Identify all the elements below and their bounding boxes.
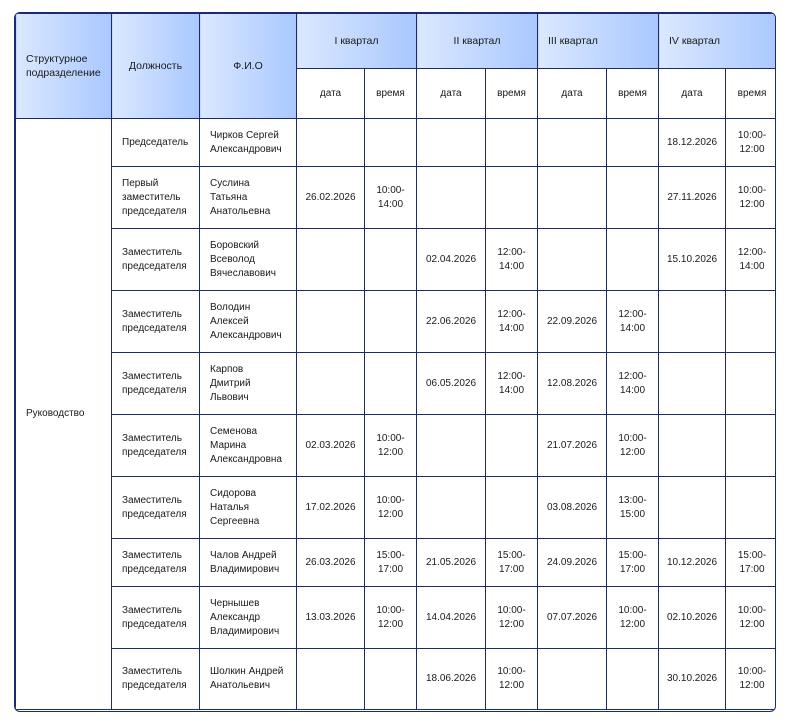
time-cell-q1 [365,291,417,353]
schedule-table [15,13,776,710]
time-cell-q2: 15:00-17:00 [486,539,538,587]
header-q1: I квартал [297,14,417,69]
time-cell-q4 [726,415,776,477]
position-cell: Заместитель председателя [112,649,200,710]
date-cell-q3: 21.07.2026 [538,415,607,477]
time-cell-q4 [726,291,776,353]
time-cell-q1: 15:00-17:00 [365,539,417,587]
position-cell: Первый заместитель председателя [112,167,200,229]
date-cell-q4: 30.10.2026 [659,649,726,710]
time-cell-q3 [607,649,659,710]
date-cell-q1 [297,119,365,167]
table-row [16,477,777,539]
date-cell-q2: 14.04.2026 [417,587,486,649]
header-fio: Ф.И.О [200,14,297,119]
name-cell: Чернышев Александр Владимирович [200,587,297,649]
time-cell-q3: 10:00-12:00 [607,415,659,477]
table-row [16,229,777,291]
name-cell: Сидорова Наталья Сергеевна [200,477,297,539]
date-cell-q4 [659,291,726,353]
date-cell-q1 [297,291,365,353]
name-cell: Боровский Всеволод Вячеславович [200,229,297,291]
time-cell-q2: 12:00-14:00 [486,229,538,291]
name-cell: Чалов Андрей Владимирович [200,539,297,587]
header-q3-date: дата [538,69,607,119]
time-cell-q2: 10:00-12:00 [486,587,538,649]
name-cell: Володин Алексей Александрович [200,291,297,353]
table-row [16,649,777,710]
date-cell-q4: 02.10.2026 [659,587,726,649]
date-cell-q1: 13.03.2026 [297,587,365,649]
date-cell-q2 [417,167,486,229]
date-cell-q1: 26.03.2026 [297,539,365,587]
header-q3-time: время [607,69,659,119]
time-cell-q2: 12:00-14:00 [486,291,538,353]
time-cell-q2 [486,119,538,167]
date-cell-q2 [417,415,486,477]
date-cell-q1 [297,353,365,415]
time-cell-q4 [726,353,776,415]
time-cell-q2: 12:00-14:00 [486,353,538,415]
name-cell: Шолкин Андрей Анатольевич [200,649,297,710]
time-cell-q2: 10:00-12:00 [486,649,538,710]
header-q1-date: дата [297,69,365,119]
header-dept: Структурное подразделение [16,14,112,119]
header-q3: III квартал [538,14,659,69]
date-cell-q2: 02.04.2026 [417,229,486,291]
date-cell-q1 [297,649,365,710]
department-cell: Руководство [16,119,112,710]
date-cell-q2: 22.06.2026 [417,291,486,353]
position-cell: Заместитель председателя [112,587,200,649]
date-cell-q3 [538,229,607,291]
name-cell: Семенова Марина Александровна [200,415,297,477]
date-cell-q3: 24.09.2026 [538,539,607,587]
time-cell-q3: 12:00-14:00 [607,291,659,353]
time-cell-q2 [486,477,538,539]
time-cell-q3 [607,167,659,229]
header-q4: IV квартал [659,14,776,69]
date-cell-q2 [417,119,486,167]
date-cell-q3 [538,167,607,229]
table-row [16,119,777,167]
position-cell: Заместитель председателя [112,415,200,477]
table-row [16,353,777,415]
date-cell-q3: 12.08.2026 [538,353,607,415]
header-q2: II квартал [417,14,538,69]
date-cell-q2: 06.05.2026 [417,353,486,415]
date-cell-q3: 22.09.2026 [538,291,607,353]
time-cell-q1: 10:00-12:00 [365,415,417,477]
time-cell-q4: 15:00-17:00 [726,539,776,587]
position-cell: Заместитель председателя [112,477,200,539]
header-q2-date: дата [417,69,486,119]
time-cell-q1: 10:00-14:00 [365,167,417,229]
date-cell-q4: 10.12.2026 [659,539,726,587]
time-cell-q4: 10:00-12:00 [726,119,776,167]
date-cell-q1: 26.02.2026 [297,167,365,229]
position-cell: Заместитель председателя [112,229,200,291]
table-row [16,415,777,477]
time-cell-q2 [486,167,538,229]
date-cell-q1: 02.03.2026 [297,415,365,477]
time-cell-q4: 10:00-12:00 [726,649,776,710]
date-cell-q1: 17.02.2026 [297,477,365,539]
time-cell-q1: 10:00-12:00 [365,477,417,539]
date-cell-q4: 15.10.2026 [659,229,726,291]
table-row [16,291,777,353]
time-cell-q4: 12:00-14:00 [726,229,776,291]
date-cell-q2 [417,477,486,539]
date-cell-q4: 27.11.2026 [659,167,726,229]
header-q2-time: время [486,69,538,119]
schedule-table-frame [14,12,776,712]
position-cell: Заместитель председателя [112,291,200,353]
date-cell-q3: 07.07.2026 [538,587,607,649]
time-cell-q1 [365,119,417,167]
time-cell-q3: 12:00-14:00 [607,353,659,415]
table-row [16,587,777,649]
time-cell-q1 [365,649,417,710]
time-cell-q2 [486,415,538,477]
time-cell-q1: 10:00-12:00 [365,587,417,649]
date-cell-q4 [659,477,726,539]
name-cell: Суслина Татьяна Анатольевна [200,167,297,229]
date-cell-q4 [659,415,726,477]
time-cell-q1 [365,229,417,291]
header-q4-date: дата [659,69,726,119]
schedule-body [16,119,777,710]
time-cell-q1 [365,353,417,415]
date-cell-q4 [659,353,726,415]
time-cell-q3: 13:00-15:00 [607,477,659,539]
time-cell-q3: 15:00-17:00 [607,539,659,587]
date-cell-q1 [297,229,365,291]
header-q1-time: время [365,69,417,119]
time-cell-q3 [607,229,659,291]
position-cell: Председатель [112,119,200,167]
header-q4-time: время [726,69,776,119]
position-cell: Заместитель председателя [112,539,200,587]
time-cell-q4: 10:00-12:00 [726,587,776,649]
time-cell-q3: 10:00-12:00 [607,587,659,649]
date-cell-q2: 18.06.2026 [417,649,486,710]
time-cell-q4 [726,477,776,539]
table-row [16,167,777,229]
time-cell-q4: 10:00-12:00 [726,167,776,229]
date-cell-q2: 21.05.2026 [417,539,486,587]
header-row-top [16,14,777,69]
table-row [16,539,777,587]
date-cell-q3: 03.08.2026 [538,477,607,539]
date-cell-q3 [538,119,607,167]
date-cell-q3 [538,649,607,710]
position-cell: Заместитель председателя [112,353,200,415]
name-cell: Карпов Дмитрий Львович [200,353,297,415]
name-cell: Чирков Сергей Александрович [200,119,297,167]
time-cell-q3 [607,119,659,167]
date-cell-q4: 18.12.2026 [659,119,726,167]
header-position: Должность [112,14,200,119]
